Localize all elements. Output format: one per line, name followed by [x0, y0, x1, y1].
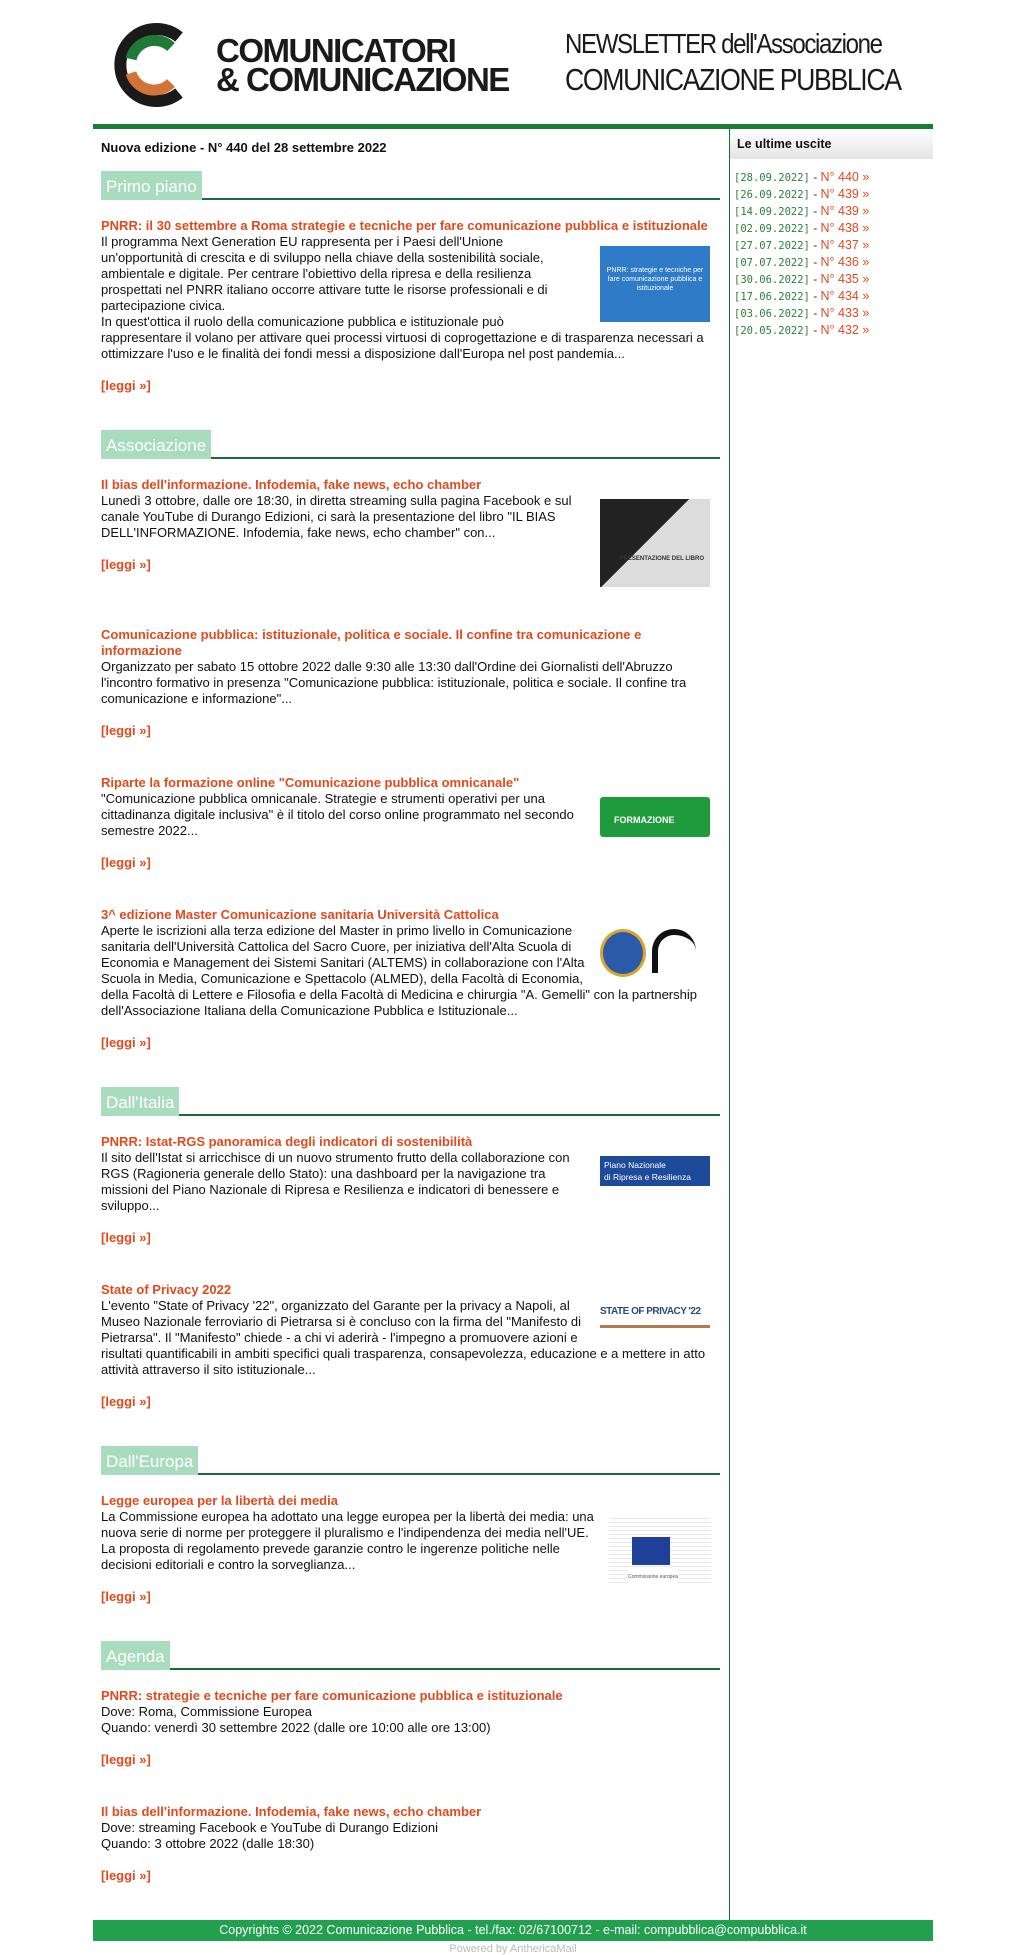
agenda-item — [101, 1804, 720, 1884]
section-line — [170, 1668, 720, 1670]
separator: - — [809, 323, 821, 337]
agenda-where: Dove: streaming Facebook e YouTube di Durango Edizioni — [101, 1820, 439, 1835]
article — [101, 1282, 720, 1410]
article-body: Lunedì 3 ottobre, dalle ore 18:30, in diretta streaming sulla pagina Facebook e sul canale YouTube di Durango Edizioni, ci sarà la presentazione del libro "IL BIAS DELL'INFORMAZIONE. Infodemia, fake news, echo chamber" con... — [101, 493, 572, 540]
article-body: Il programma Next Generation EU rappresenta per i Paesi dell'Unione un'opportunità di crescita e di sviluppo nella chiave della sostenibilità sociale, ambientale e digitale. Per centrare l'obiettivo della ripresa e della resilienza prospettati nel PNRR italiano occorre attivare tutte le risorse professionali e di partecipazione civica. — [101, 234, 548, 313]
university-seal-icon — [600, 929, 646, 977]
sidebar-item — [734, 305, 929, 322]
sidebar-list — [730, 159, 933, 349]
section-associazione — [101, 430, 720, 459]
issue-date: [02.09.2022] — [734, 223, 810, 235]
issue-link[interactable]: N° 440 » — [820, 170, 870, 184]
article-title-link[interactable]: Legge europea per la libertà dei media — [101, 1493, 338, 1508]
read-more-link[interactable]: [leggi »] — [101, 1868, 151, 1883]
section-line — [211, 457, 720, 459]
issue-link[interactable]: N° 432 » — [820, 323, 870, 337]
image-caption: di Ripresa e Resilienza — [604, 1172, 691, 1182]
image-caption: FORMAZIONE — [614, 815, 675, 825]
eu-flag-icon — [632, 1537, 670, 1565]
article-title-link[interactable]: 3^ edizione Master Comunicazione sanitaria Università Cattolica — [101, 907, 499, 922]
sidebar — [729, 129, 933, 1920]
issue-date: [20.05.2022] — [734, 325, 810, 337]
agenda-item — [101, 1688, 720, 1768]
issue-link[interactable]: N° 437 » — [820, 238, 870, 252]
article-image[interactable] — [610, 1515, 710, 1585]
article-image[interactable] — [600, 929, 710, 981]
section-primo-piano — [101, 171, 720, 200]
issue-date: [27.07.2022] — [734, 240, 810, 252]
separator: - — [809, 187, 821, 201]
issue-date: [26.09.2022] — [734, 189, 810, 201]
agenda-where: Dove: Roma, Commissione Europea — [101, 1704, 312, 1719]
article-body: Organizzato per sabato 15 ottobre 2022 dalle 9:30 alle 13:30 dall'Ordine dei Giornalisti dell'Abruzzo l'incontro formativo in presenza "Comunicazione pubblica: istituzionale, politica e sociale. Il confine tra comunicazione e informazione"... — [101, 659, 687, 706]
sidebar-item — [734, 203, 929, 220]
section-line — [202, 198, 720, 200]
issue-date: [14.09.2022] — [734, 206, 810, 218]
separator: - — [809, 272, 821, 286]
image-caption: Commissione europea — [628, 1569, 678, 1585]
separator: - — [809, 204, 821, 218]
section-label: Primo piano — [101, 171, 202, 200]
issue-link[interactable]: N° 438 » — [820, 221, 870, 235]
section-label: Dall'Italia — [101, 1087, 179, 1116]
article-image[interactable] — [600, 499, 710, 587]
section-line — [179, 1114, 720, 1116]
issue-date: [17.06.2022] — [734, 291, 810, 303]
brand-line2: & COMUNICAZIONE — [216, 61, 509, 98]
sidebar-item — [734, 220, 929, 237]
separator: - — [809, 170, 821, 184]
read-more-link[interactable]: [leggi »] — [101, 1394, 151, 1409]
article-image[interactable] — [600, 246, 710, 322]
article-body: Il sito dell'Istat si arricchisce di un nuovo strumento frutto della collaborazione con RGS (Ragioneria generale dello Stato): una dashboard per la navigazione tra missioni del Piano Nazionale di Ripresa e Resilienza e indicatori di benessere e sviluppo... — [101, 1150, 570, 1213]
section-dall-europa — [101, 1446, 720, 1475]
article-title-link[interactable]: Il bias dell'informazione. Infodemia, fake news, echo chamber — [101, 477, 482, 492]
separator: - — [809, 238, 821, 252]
read-more-link[interactable]: [leggi »] — [101, 1035, 151, 1050]
association-logo-icon — [652, 929, 696, 973]
article-title-link[interactable]: State of Privacy 2022 — [101, 1282, 232, 1297]
separator: - — [809, 255, 821, 269]
issue-link[interactable]: N° 439 » — [820, 204, 870, 218]
section-agenda — [101, 1641, 720, 1670]
article — [101, 1493, 720, 1605]
issue-date: [30.06.2022] — [734, 274, 810, 286]
issue-link[interactable]: N° 434 » — [820, 289, 870, 303]
issue-link[interactable]: N° 435 » — [820, 272, 870, 286]
issue-link[interactable]: N° 433 » — [820, 306, 870, 320]
image-caption: PNRR: strategie e tecniche per fare comunicazione pubblica e istituzionale — [606, 267, 704, 292]
article-image[interactable] — [600, 1304, 710, 1328]
sidebar-item — [734, 237, 929, 254]
footer: Copyrights © 2022 Comunicazione Pubblica - tel./fax: 02/67100712 - e-mail: compubblica@compubblica.it — [93, 1920, 933, 1941]
newsletter-line1: NEWSLETTER dell'Associazione — [565, 28, 882, 59]
sidebar-item — [734, 254, 929, 271]
article-title-link[interactable]: PNRR: il 30 settembre a Roma strategie e tecniche per fare comunicazione pubblica e istituzionale — [101, 218, 708, 233]
sidebar-item — [734, 288, 929, 305]
article-body: Aperte le iscrizioni alla terza edizione del Master in primo livello in Comunicazione sanitaria dell'Università Cattolica del Sacro Cuore, per iniziativa dell'Alta Scuola di Economia e Management dei Sistemi Sanitari (ALTEMS) in collaborazione con l'Alta Scuola in Media, Comunicazione e Spettacolo (ALMED), della Facoltà di Economia, della Facoltà di Lettere e Filosofia e della Facoltà di Medicina e chirurgia "A. Gemelli" con la partnership dell'Associazione Italiana della Comunicazione Pubblica e Istituzionale... — [101, 923, 697, 1018]
agenda-title-link[interactable]: Il bias dell'informazione. Infodemia, fake news, echo chamber — [101, 1804, 482, 1819]
newsletter-line2: COMUNICAZIONE PUBBLICA — [565, 62, 901, 97]
article-title-link[interactable]: PNRR: Istat-RGS panoramica degli indicatori di sostenibilità — [101, 1134, 473, 1149]
read-more-link[interactable]: [leggi »] — [101, 723, 151, 738]
issue-date: [28.09.2022] — [734, 172, 810, 184]
read-more-link[interactable]: [leggi »] — [101, 855, 151, 870]
logo-icon — [109, 19, 201, 111]
article-body: "Comunicazione pubblica omnicanale. Strategie e strumenti operativi per una cittadinanza digitale inclusiva" è il titolo del corso online programmato nel secondo semestre 2022... — [101, 791, 574, 838]
image-caption: PRESENTAZIONE DEL LIBRO — [619, 556, 704, 562]
agenda-title-link[interactable]: PNRR: strategie e tecniche per fare comunicazione pubblica e istituzionale — [101, 1688, 563, 1703]
sidebar-item — [734, 169, 929, 186]
issue-link[interactable]: N° 439 » — [820, 187, 870, 201]
read-more-link[interactable]: [leggi »] — [101, 378, 151, 393]
read-more-link[interactable]: [leggi »] — [101, 1230, 151, 1245]
section-dall-italia — [101, 1087, 720, 1116]
article-body: La Commissione europea ha adottato una legge europea per la libertà dei media: una nuova serie di norme per proteggere il pluralismo e l'indipendenza dei media nell'UE. La proposta di regolamento prevede garanzie contro le ingerenze politiche nelle decisioni editoriali e contro la sorveglianza... — [101, 1509, 594, 1572]
article — [101, 477, 720, 591]
sidebar-item — [734, 186, 929, 203]
issue-link[interactable]: N° 436 » — [820, 255, 870, 269]
section-label: Dall'Europa — [101, 1446, 198, 1475]
section-line — [198, 1473, 720, 1475]
content-wrapper — [93, 129, 933, 1920]
read-more-link[interactable]: [leggi »] — [101, 557, 151, 572]
article-image[interactable] — [600, 1156, 710, 1186]
article — [101, 907, 720, 1051]
article-image[interactable] — [600, 797, 710, 837]
brand-line1: COMUNICATORI — [216, 32, 456, 69]
article — [101, 627, 720, 739]
agenda-when: Quando: venerdì 30 settembre 2022 (dalle ore 10:00 alle ore 13:00) — [101, 1720, 491, 1735]
issue-date: [03.06.2022] — [734, 308, 810, 320]
article-body: In quest'ottica il ruolo della comunicazione pubblica e istituzionale può rappresentare il volano per attivare quei processi virtuosi di coprogettazione e di trasparenza necessari a ottimizzare l'uso e le finalità dei fondi messi a disposizione dall'Europa nel post pandemia... — [101, 314, 704, 361]
separator: - — [809, 221, 821, 235]
article-body: L'evento "State of Privacy '22", organizzato del Garante per la privacy a Napoli, al Museo Nazionale ferroviario di Pietrarsa si è concluso con la firma del "Manifesto di Pietrarsa". Il "Manifesto" chiede - a chi vi aderirà - l'impegno a promuovere azioni e risultati quantificabili in ambiti specifici quali trasparenza, consapevolezza, educazione e a mettere in atto attività attraverso il sito istituzionale... — [101, 1298, 706, 1377]
read-more-link[interactable]: [leggi »] — [101, 1752, 151, 1767]
image-caption: Piano Nazionale — [604, 1160, 666, 1170]
sidebar-title: Le ultime uscite — [730, 129, 933, 159]
header — [93, 0, 933, 124]
article-title-link[interactable]: Comunicazione pubblica: istituzionale, politica e sociale. Il confine tra comunicazione e informazione — [101, 627, 642, 658]
agenda-when: Quando: 3 ottobre 2022 (dalle 18:30) — [101, 1836, 315, 1851]
main-column — [93, 129, 729, 1920]
powered-by: Powered by AnthericaMail — [449, 1943, 577, 1955]
article — [101, 1134, 720, 1246]
article — [101, 775, 720, 871]
read-more-link[interactable]: [leggi »] — [101, 1589, 151, 1604]
section-label: Associazione — [101, 430, 211, 459]
separator: - — [809, 289, 821, 303]
issue-date: [07.07.2022] — [734, 257, 810, 269]
separator: - — [809, 306, 821, 320]
sidebar-item — [734, 322, 929, 339]
article-title-link[interactable]: Riparte la formazione online "Comunicazione pubblica omnicanale" — [101, 775, 520, 790]
edition-title: Nuova edizione - N° 440 del 28 settembre 2022 — [101, 140, 387, 155]
section-label: Agenda — [101, 1641, 170, 1670]
image-caption: STATE OF PRIVACY '22 — [600, 1306, 701, 1317]
sidebar-item — [734, 271, 929, 288]
article — [101, 218, 720, 394]
